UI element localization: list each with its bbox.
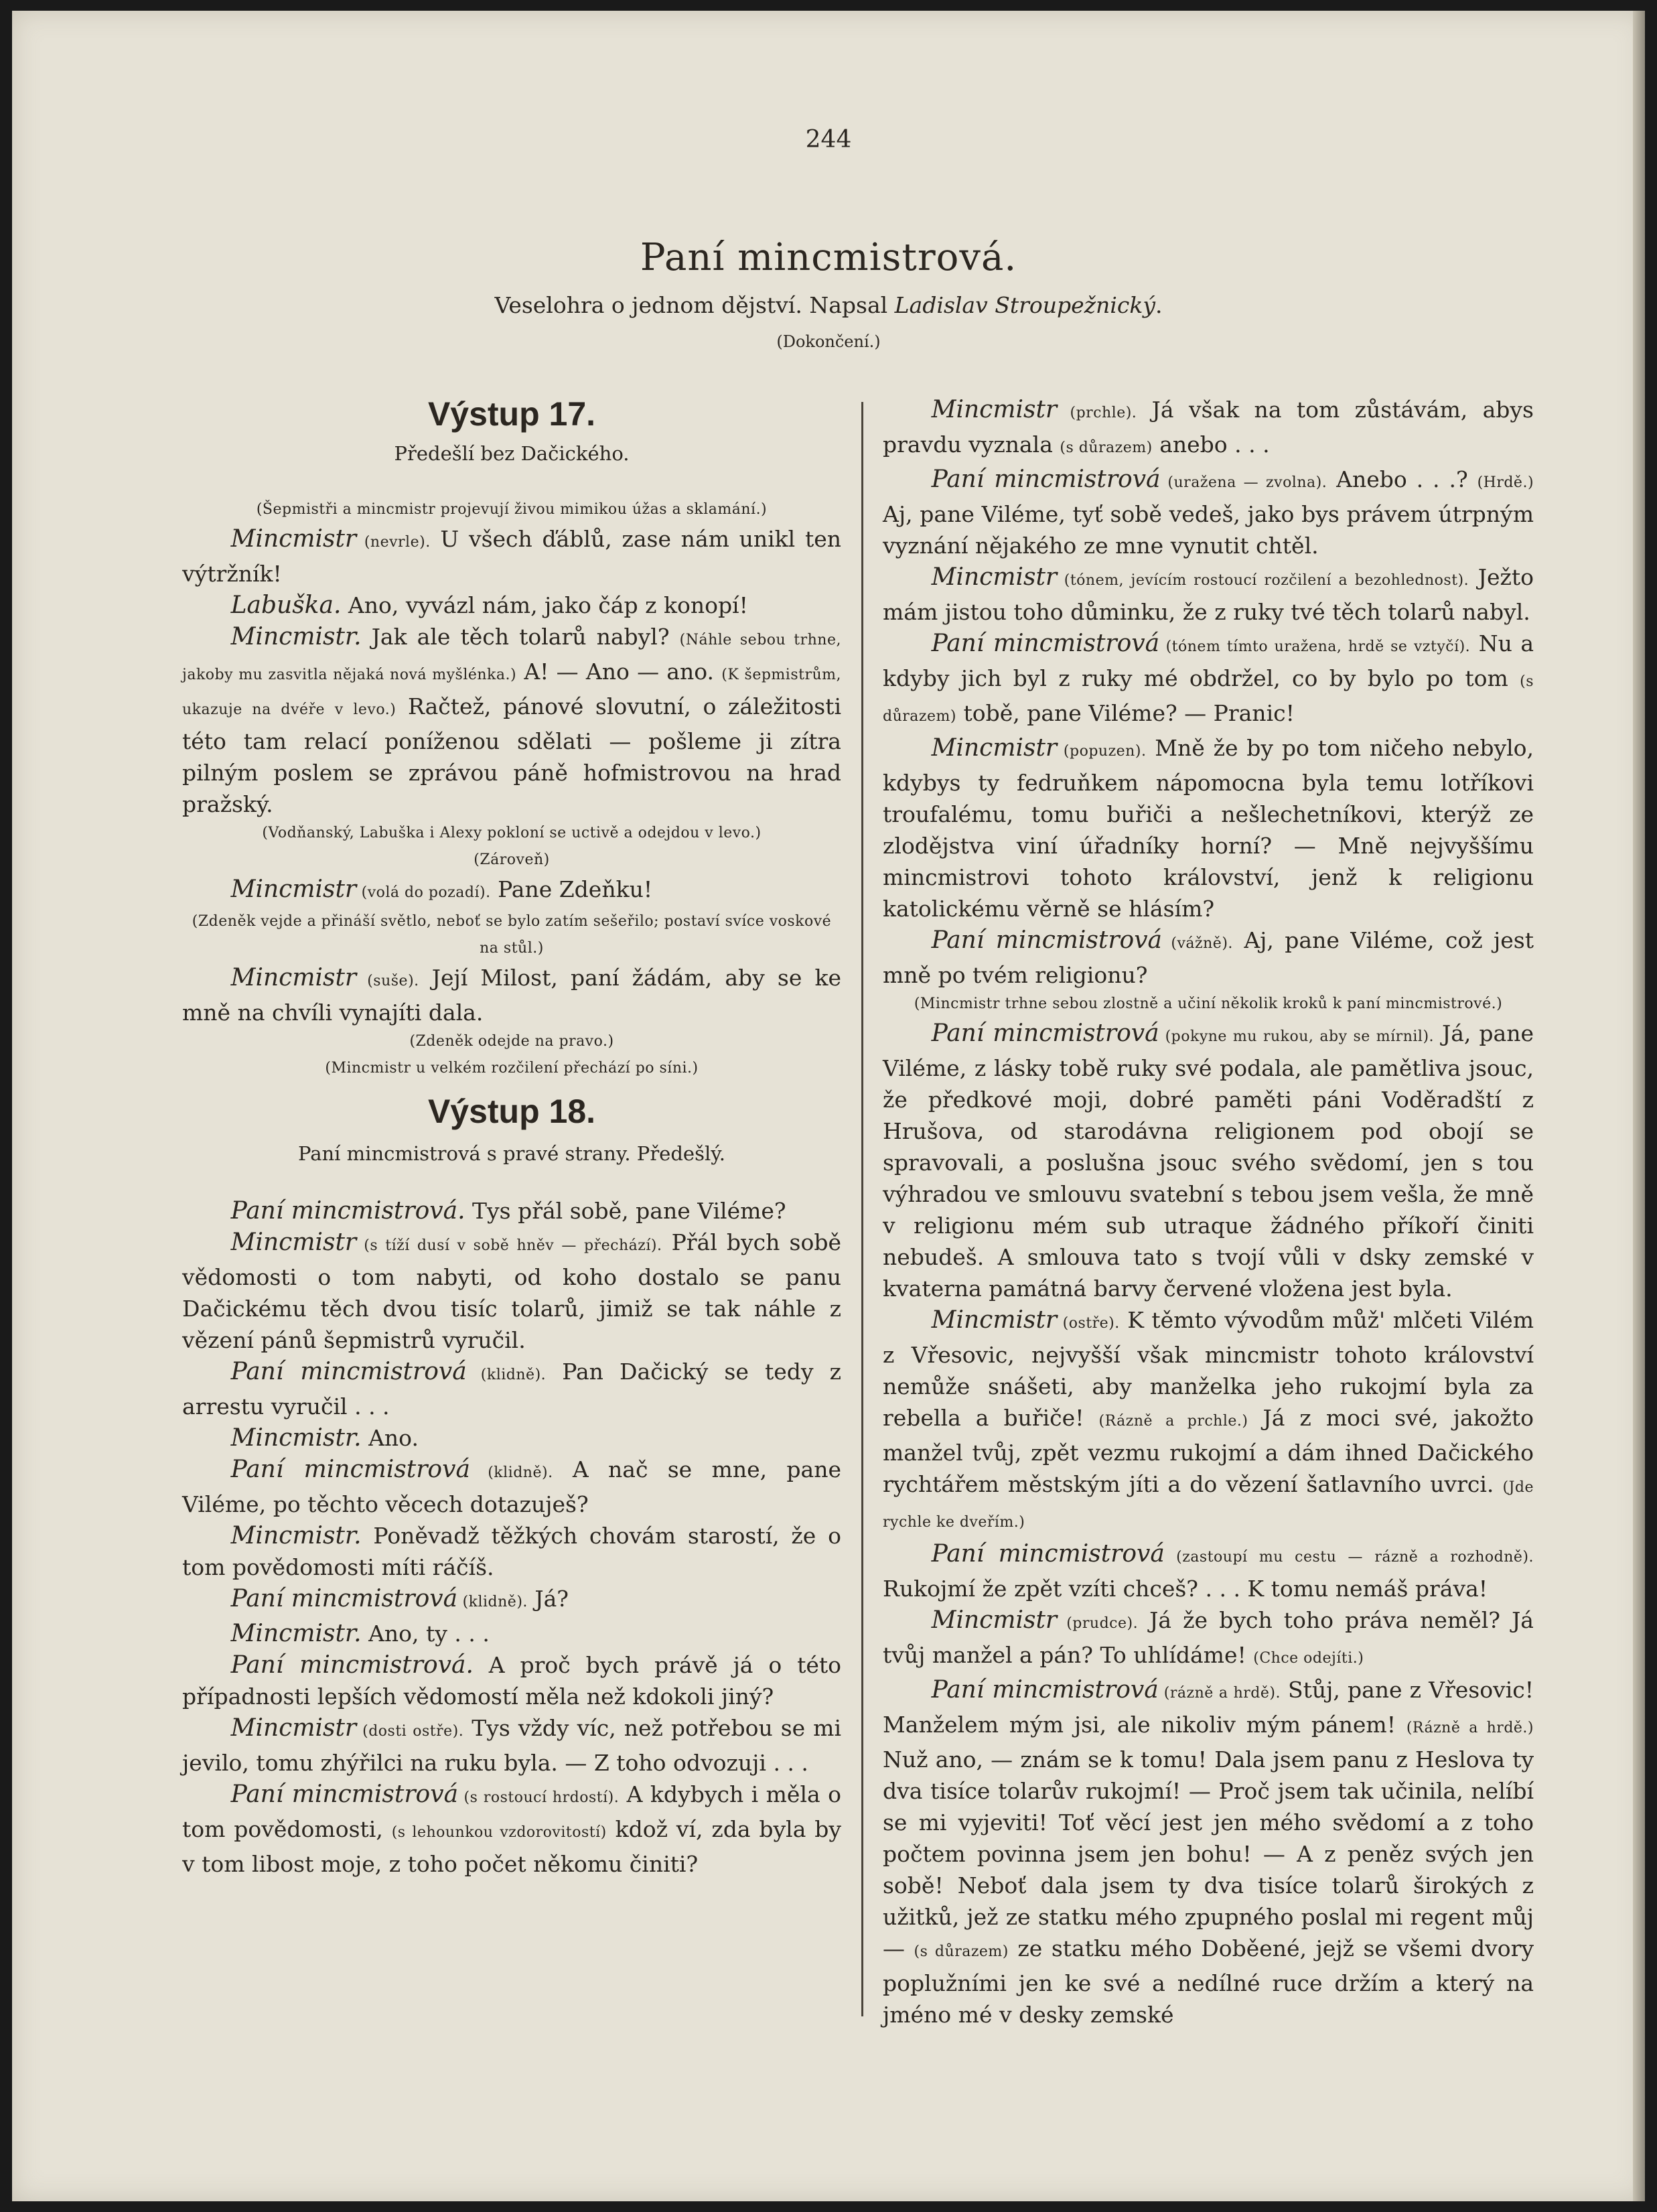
speaker-name: Mincmistr — [230, 876, 357, 903]
stage-direction-inline: (popuzen). — [1057, 743, 1147, 760]
stage-direction: (Vodňanský, Labuška i Alexy pokloní se uctivě a odejdou v levo.) — [262, 825, 762, 841]
speaker-name: Mincmistr — [931, 1606, 1058, 1634]
speaker-name: Paní mincmistrová — [931, 1020, 1159, 1047]
dialogue-text: Aj, pane Viléme, což jest mně po tvém religionu? — [883, 927, 1534, 988]
stage-direction-inline: (ostře). — [1057, 1315, 1120, 1332]
dialogue-line — [182, 1649, 841, 1712]
dialogue-text: Jak ale těch tolarů nabyl? — [361, 624, 680, 650]
dialogue-text: kdož ví, zda byla by v tom libost moje, z toho počet někomu činiti? — [182, 1816, 841, 1877]
speaker-name: Mincmistr — [230, 525, 357, 553]
dialogue-text: Pane Zdeňku! — [490, 876, 653, 902]
stage-direction-inline: (uražena — zvolna). — [1160, 474, 1327, 491]
speaker-name: Mincmistr — [931, 734, 1058, 762]
dialogue-text: A proč bych právě já o této případnosti lepších vědomostí měla než kdokoli jiný? — [182, 1652, 841, 1710]
stage-direction-inline: (prchle). — [1057, 405, 1137, 421]
stage-direction-inline: (s důrazem) — [883, 673, 1534, 725]
stage-direction-inline: (klidně). — [457, 1594, 528, 1610]
stage-direction-inline: (Rázně a prchle.) — [1098, 1413, 1248, 1430]
dialogue-text: ze statku mého Doběené, jejž se všemi dvory poplužními jen ke své a nedílné ruce držím a který na jméno mé v desky zemské — [883, 1935, 1534, 2028]
dialogue-line — [182, 1520, 841, 1583]
stage-direction: (Mincmistr trhne sebou zlostně a učiní několik kroků k paní mincmistrové.) — [914, 995, 1503, 1012]
scene-18-cast: Paní mincmistrová s pravé strany. Předešlý. — [298, 1142, 725, 1165]
dialogue-line — [883, 1018, 1534, 1304]
dialogue-line — [182, 1227, 841, 1356]
speaker-name: Mincmistr — [931, 396, 1058, 423]
speaker-name: Paní mincmistrová — [230, 1358, 467, 1385]
dialogue-line — [182, 1422, 841, 1454]
speaker-name: Mincmistr — [230, 1229, 357, 1256]
speaker-name: Mincmistr. — [230, 1620, 362, 1647]
dialogue-line — [182, 1195, 841, 1227]
dialogue-line — [182, 1712, 841, 1779]
subtitle: Veselohra o jednom dějství. Napsal Ladislav Stroupežnický. — [494, 292, 1163, 318]
dialogue-text: Mně že by po tom ničeho nebylo, kdybys ty fedruňkem nápomocna byla temu lotříkovi troufalému, tomu buřiči a nešlechetníkovi, kterýž ze zlodějstva viní úřadníky horní? — Mně nejvyššímu mincmistrovi tohoto království, jenž k religionu katolickému věrně se hlásím? — [883, 735, 1534, 922]
dialogue-text: Pan Dačický se tedy z arrestu vyručil . . . — [182, 1359, 842, 1420]
dialogue-line — [883, 1304, 1534, 1538]
dialogue-text: Ano. — [361, 1425, 419, 1451]
dialogue-line — [182, 874, 841, 908]
speaker-name: Mincmistr — [931, 1306, 1058, 1334]
stage-direction-inline: (s důrazem) — [1060, 439, 1153, 456]
stage-direction-inline: (tónem, jevícím rostoucí rozčilení a bezohlednost). — [1057, 572, 1469, 589]
dialogue-text: Poněvadž těžkých chovám starostí, že o tom povědomosti míti ráčíš. — [182, 1523, 841, 1580]
dialogue-text: U všech ďáblů, zase nám unikl ten výtržník! — [182, 526, 841, 587]
dialogue-line — [883, 1674, 1534, 2030]
dialogue-text: Nu a kdyby jich byl z ruky mé obdržel, co by bylo po tom — [883, 630, 1534, 691]
speaker-name: Labuška. — [230, 592, 342, 619]
dialogue-line — [883, 464, 1534, 561]
stage-direction-inline: (zastoupí mu cestu — rázně a rozhodně). — [1164, 1549, 1534, 1566]
speaker-name: Paní mincmistrová — [931, 466, 1161, 493]
speaker-name: Paní mincmistrová. — [230, 1197, 465, 1225]
speaker-name: Mincmistr — [230, 1714, 357, 1742]
speaker-name: Paní mincmistrová — [230, 1456, 470, 1483]
dialogue-line — [182, 523, 841, 590]
stage-direction-inline: (Hrdě.) — [1477, 474, 1534, 491]
dialogue-text: Ježto mám jistou toho důminku, že z ruky tvé těch tolarů nabyl. — [883, 564, 1534, 625]
dialogue-line — [883, 394, 1534, 464]
stage-direction-inline: (rázně a hrdě). — [1158, 1685, 1281, 1702]
right-column — [883, 394, 1534, 2030]
stage-direction-inline: (prudce). — [1057, 1615, 1139, 1632]
continued-note: (Dokončení.) — [776, 332, 881, 351]
page-title: Paní mincmistrová. — [640, 236, 1017, 279]
stage-direction: (Šepmistři a mincmistr projevují živou mimikou úžas a sklamání.) — [256, 501, 768, 518]
dialogue-text: A! — Ano — ano. — [516, 659, 722, 685]
stage-direction-inline: (klidně). — [466, 1367, 547, 1383]
stage-direction-inline: (Rázně a hrdě.) — [1406, 1720, 1534, 1736]
stage-direction-inline: (Jde rychle ke dveřím.) — [883, 1479, 1534, 1531]
dialogue-line — [182, 590, 841, 621]
stage-direction-inline: (s rostoucí hrdostí). — [458, 1789, 620, 1806]
dialogue-text: Ano, ty . . . — [361, 1620, 490, 1647]
stage-direction-inline: (s lehounkou vzdorovitostí) — [391, 1824, 607, 1841]
dialogue-text: Já? — [527, 1586, 569, 1612]
stage-direction-inline: (tónem tímto uražena, hrdě se vztyčí). — [1159, 638, 1471, 655]
dialogue-text: A kdybych i měla o tom povědomosti, — [182, 1781, 842, 1842]
speaker-name: Paní mincmistrová — [230, 1585, 458, 1612]
scene-18-heading: Výstup 18. — [427, 1093, 596, 1130]
dialogue-line — [883, 1604, 1534, 1674]
dialogue-text: tobě, pane Viléme? — Pranic! — [956, 700, 1295, 726]
scene-17-heading: Výstup 17. — [427, 395, 596, 433]
speaker-name: Paní mincmistrová — [931, 1540, 1165, 1568]
stage-direction-inline: (Chce odejíti.) — [1253, 1650, 1364, 1667]
dialogue-line — [182, 1779, 841, 1880]
stage-direction: (Zdeněk odejde na pravo.) — [409, 1033, 614, 1050]
speaker-name: Paní mincmistrová — [230, 1781, 459, 1808]
dialogue-line — [182, 962, 841, 1028]
dialogue-text: Ano, vyvázl nám, jako čáp z konopí! — [341, 592, 748, 618]
stage-direction-inline: (s důrazem) — [914, 1943, 1009, 1960]
stage-direction-inline: (Náhle sebou trhne, jakoby mu zasvitla nějaká nová myšlénka.) — [182, 632, 841, 683]
stage-direction-inline: (suše). — [356, 973, 419, 989]
dialogue-line — [182, 1618, 841, 1649]
dialogue-text: Stůj, pane z Vřesovic! Manželem mým jsi, ale nikoliv mým pánem! — [883, 1677, 1534, 1738]
speaker-name: Mincmistr. — [230, 623, 362, 650]
stage-direction-inline: (dosti ostře). — [356, 1723, 464, 1740]
stage-direction: (Zároveň) — [474, 851, 550, 868]
dialogue-line — [182, 1356, 841, 1422]
dialogue-line — [883, 924, 1534, 991]
stage-direction-inline: (s tíží dusí v sobě hněv — přechází). — [356, 1237, 662, 1254]
dialogue-text: Já však na tom zůstávám, abys pravdu vyznala — [883, 397, 1534, 458]
dialogue-text: Já, pane Viléme, z lásky tobě ruky své podala, ale pamětliva jsouc, že předkové moji, dobré paměti páni Voděradští z Hrušova, od starodávna religionem pod obojí se spravovali, a poslušna jsouc svého svědomí, jen s tou výhradou ve smlouvu svatební s tebou jsem vešla, že mně v religionu mém sub utraque žádného příkoří činiti nebudeš. A smlouva tato s tvojí vůli v dsky zemské v kvaterna památná barvy červené vložena jest byla. — [883, 1020, 1534, 1302]
speaker-name: Paní mincmistrová — [931, 1676, 1159, 1704]
speaker-name: Mincmistr. — [230, 1424, 362, 1452]
dialogue-text: Tys přál sobě, pane Viléme? — [465, 1198, 786, 1224]
dialogue-text: A nač se mne, pane Viléme, po těchto věcech dotazuješ? — [182, 1456, 841, 1517]
dialogue-text: Aj, pane Viléme, tyť sobě vedeš, jako bys právem útrpným vyznání nějakého ze mne vynutit chtěl. — [883, 501, 1534, 559]
dialogue-text: anebo . . . — [1152, 431, 1270, 458]
stage-direction: (Mincmistr u velkém rozčilení přechází po síni.) — [325, 1060, 699, 1077]
dialogue-line — [182, 621, 841, 820]
speaker-name: Paní mincmistrová. — [230, 1651, 474, 1679]
dialogue-text: Račtež, pánové slovutní, o záležitosti této tam relací poníženou sdělati — pošleme ji zítra pilným poslem se zprávou páně hofmistrovou na hrad pražský. — [182, 693, 841, 817]
column-divider — [861, 402, 863, 2016]
speaker-name: Paní mincmistrová — [931, 926, 1162, 954]
dialogue-text: Rukojmí že zpět vzíti chceš? . . . K tomu nemáš práva! — [883, 1576, 1488, 1602]
stage-direction: (Zdeněk vejde a přináší světlo, neboť se bylo zatím sešeřilo; postaví svíce voskové na stůl.) — [192, 913, 832, 957]
dialogue-line — [883, 732, 1534, 924]
dialogue-text: Její Milost, paní žádám, aby se ke mně na chvíli vynajíti dala. — [182, 965, 841, 1026]
dialogue-line — [883, 628, 1534, 732]
stage-direction-inline: (volá do pozadí). — [356, 884, 491, 901]
dialogue-text: Já z moci své, jakožto manžel tvůj, zpět vezmu rukojmí a dám ihned Dačického rychtářem městským jíti a do vězení šatlavního uvrci. — [883, 1405, 1534, 1497]
dialogue-text: Tys vždy víc, než potřebou se mi jevilo, tomu zhýřilci na ruku byla. — Z toho odvozuji . . . — [182, 1715, 842, 1776]
dialogue-text: Anebo . . .? — [1327, 466, 1478, 492]
stage-direction-inline: (vážně). — [1162, 935, 1233, 952]
speaker-name: Mincmistr — [931, 563, 1058, 591]
dialogue-text: Já že bych toho práva neměl? Já tvůj manžel a pán? To uhlídáme! — [883, 1607, 1534, 1668]
dialogue-text: K těmto vývodům můž' mlčeti Vilém z Vřesovic, nejvyšší však mincmistr tohoto království nemůže snášeti, aby manželka jeho rukojmí byla za rebella a buřiče! — [883, 1307, 1534, 1431]
author-name: Ladislav Stroupežnický — [894, 292, 1155, 318]
stage-direction-inline: (nevrle). — [356, 534, 431, 551]
left-column — [182, 394, 841, 1880]
dialogue-text: Přál bych sobě vědomosti o tom nabyti, od koho dostalo se panu Dačickému těch dvou tisíc tolarů, jimiž se tak náhle z vězení pánů šepmistrů vyručil. — [182, 1229, 841, 1353]
page-number: 244 — [805, 126, 852, 153]
speaker-name: Mincmistr — [230, 964, 357, 991]
scene-17-cast: Předešlí bez Dačického. — [394, 442, 630, 465]
stage-direction-inline: (klidně). — [470, 1464, 553, 1481]
dialogue-line — [182, 1454, 841, 1520]
stage-direction-inline: (K šepmistrům, ukazuje na dvéře v levo.) — [182, 667, 841, 718]
dialogue-line — [182, 1583, 841, 1618]
dialogue-text: Nuž ano, — znám se k tomu! Dala jsem panu z Heslova ty dva tisíce tolarův rukojmí! — Proč jsem tak učinila, nelíbí se mi vyjeviti! Toť věcí jest jen mého svědomí a z toho počtem povinna jsem jen bohu! — A z peněz svých jen sobě! Neboť dala jsem ty dva tisíce tolarů širokých z užitků, jež ze statku mého zpupného poslal mi regent můj — — [883, 1746, 1534, 1961]
dialogue-line — [883, 561, 1534, 628]
speaker-name: Mincmistr. — [230, 1522, 362, 1549]
stage-direction-inline: (pokyne mu rukou, aby se mírnil). — [1159, 1028, 1435, 1045]
speaker-name: Paní mincmistrová — [931, 630, 1160, 657]
dialogue-line — [883, 1538, 1534, 1604]
